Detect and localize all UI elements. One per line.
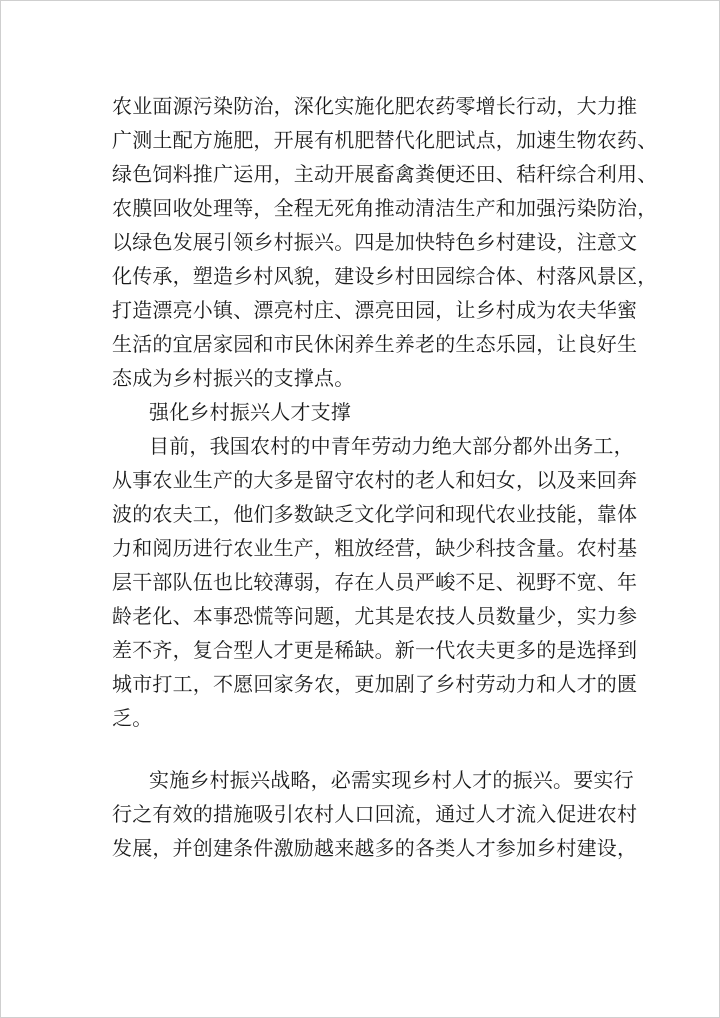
text-line: 波的农夫工，他们多数缺乏文化学问和现代农业技能，靠体	[112, 502, 638, 526]
text-line: 城市打工，不愿回家务农，更加剧了乡村劳动力和人才的匮	[112, 672, 638, 696]
section-heading: 强化乡村振兴人才支撑	[149, 400, 351, 424]
text-line: 从事农业生产的大多是留守农村的老人和妇女，以及来回奔	[112, 468, 638, 492]
text-line: 生活的宜居家园和市民休闲养生养老的生态乐园，让良好生	[112, 332, 638, 356]
text-line: 龄老化、本事恐慌等问题，尤其是农技人员数量少，实力参	[112, 604, 638, 628]
text-line: 力和阅历进行农业生产，粗放经营，缺少科技含量。农村基	[112, 536, 638, 560]
text-line: 打造漂亮小镇、漂亮村庄、漂亮田园，让乡村成为农夫华蜜	[112, 298, 638, 322]
text-line: 农膜回收处理等，全程无死角推动清洁生产和加强污染防治，	[112, 196, 658, 220]
text-line: 绿色饲料推广运用，主动开展畜禽粪便还田、秸秆综合利用、	[112, 162, 658, 186]
text-line: 实施乡村振兴战略，必需实现乡村人才的振兴。要实行	[149, 768, 634, 792]
text-line: 广测土配方施肥，开展有机肥替代化肥试点，加速生物农药、	[112, 128, 658, 152]
text-line: 目前，我国农村的中青年劳动力绝大部分都外出务工，	[149, 434, 634, 458]
text-line: 农业面源污染防治，深化实施化肥农药零增长行动，大力推	[112, 94, 638, 118]
text-line: 行之有效的措施吸引农村人口回流，通过人才流入促进农村	[112, 802, 638, 826]
text-line: 化传承，塑造乡村风貌，建设乡村田园综合体、村落风景区，	[112, 264, 658, 288]
text-line: 发展，并创建条件激励越来越多的各类人才参加乡村建设，	[112, 836, 638, 860]
text-line: 态成为乡村振兴的支撑点。	[112, 366, 355, 390]
paragraph-gap	[112, 735, 612, 763]
text-line: 层干部队伍也比较薄弱，存在人员严峻不足、视野不宽、年	[112, 570, 638, 594]
text-line: 差不齐，复合型人才更是稀缺。新一代农夫更多的是选择到	[112, 638, 638, 662]
text-line: 以绿色发展引领乡村振兴。四是加快特色乡村建设，注意文	[112, 230, 638, 254]
text-line: 乏。	[112, 706, 153, 730]
document-body	[112, 89, 658, 865]
